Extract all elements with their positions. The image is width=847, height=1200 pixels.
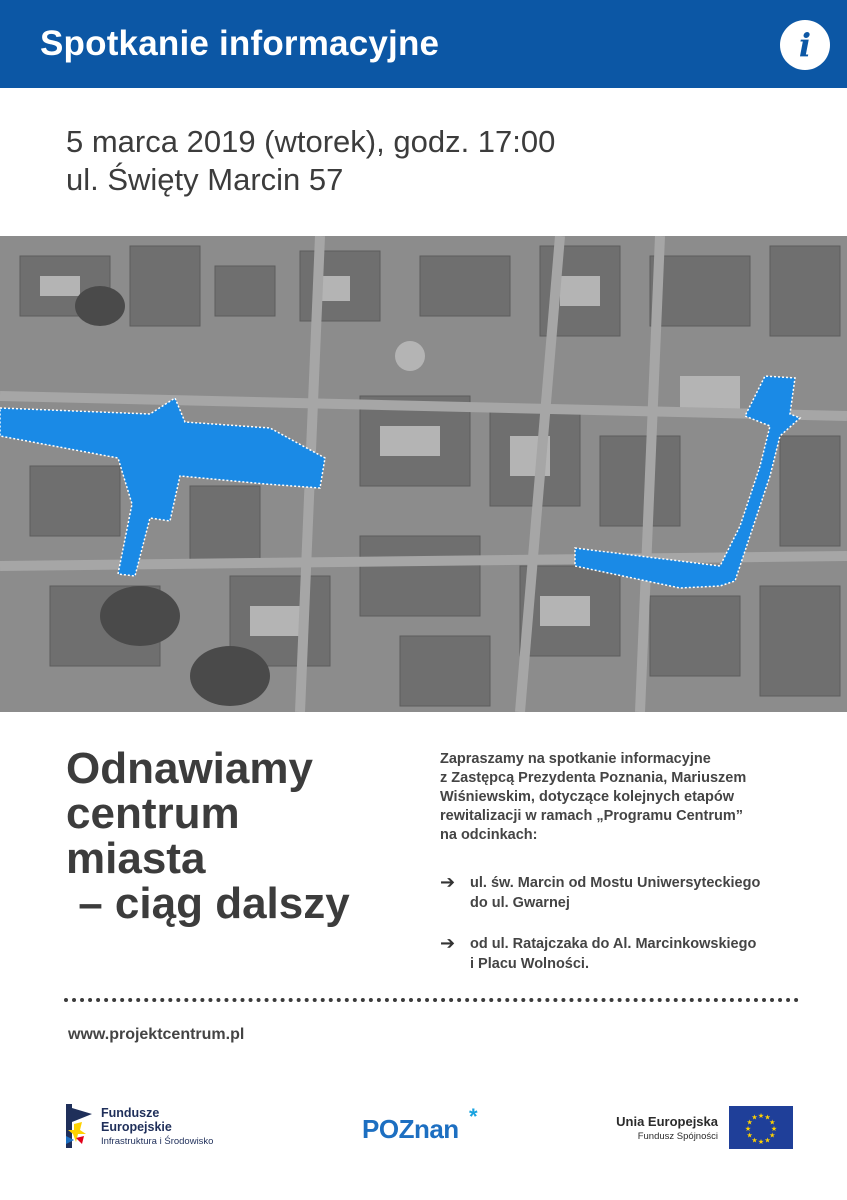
fe-logo-line2: Europejskie	[101, 1120, 172, 1134]
fe-star-icon	[64, 1100, 94, 1152]
poznan-star-icon: *	[469, 1104, 478, 1129]
eu-logo-line2: Fundusz Spójności	[637, 1131, 718, 1142]
invitation-text	[440, 750, 800, 845]
eu-star-icon: ★	[769, 1132, 776, 1140]
eu-star-icon: ★	[757, 1113, 765, 1120]
eu-star-icon: ★	[746, 1132, 753, 1140]
eu-star-icon: ★	[769, 1119, 776, 1127]
invitation-line: Zapraszamy na spotkanie informacyjne	[440, 751, 711, 767]
event-address: ul. Święty Marcin 57	[66, 162, 344, 197]
fe-logo-line3: Infrastruktura i Środowisko	[101, 1136, 214, 1147]
eu-star-icon: ★	[751, 1114, 758, 1122]
headline-line: – ciąg dalszy	[66, 879, 350, 928]
dotted-divider	[64, 998, 799, 1002]
invitation-line: na odcinkach:	[440, 827, 538, 843]
eu-star-icon: ★	[751, 1137, 758, 1145]
invitation-line: z Zastępcą Prezydenta Poznania, Mariuszem	[440, 770, 747, 786]
arrow-right-icon: ➔	[440, 872, 456, 892]
section-line: do ul. Gwarnej	[470, 895, 570, 911]
section-line: od ul. Ratajczaka do Al. Marcinkowskiego	[470, 936, 757, 952]
headline-line: centrum	[66, 789, 240, 838]
invitation-line: Wiśniewskim, dotyczące kolejnych etapów	[440, 789, 734, 805]
eu-star-icon: ★	[764, 1137, 771, 1145]
arrow-right-icon: ➔	[440, 933, 456, 953]
eu-star-icon: ★	[764, 1114, 771, 1122]
section-line: i Placu Wolności.	[470, 956, 589, 972]
headline-line: Odnawiamy	[66, 744, 313, 793]
poznan-logo: POZnan	[362, 1114, 459, 1144]
eu-flag-icon	[729, 1106, 793, 1149]
eu-star-icon: ★	[770, 1126, 778, 1133]
website-link[interactable]: www.projektcentrum.pl	[68, 1026, 245, 1043]
aerial-map	[0, 236, 847, 712]
header-title: Spotkanie informacyjne	[40, 24, 440, 63]
event-date-time: 5 marca 2019 (wtorek), godz. 17:00	[66, 124, 556, 159]
headline-line: miasta	[66, 834, 206, 883]
headline	[66, 746, 416, 926]
eu-star-icon: ★	[744, 1126, 752, 1133]
info-icon: i	[780, 20, 830, 70]
invitation-line: rewitalizacji w ramach „Programu Centrum”	[440, 808, 743, 824]
eu-star-icon: ★	[746, 1119, 753, 1127]
eu-star-icon: ★	[757, 1139, 765, 1146]
header-bar	[0, 0, 847, 88]
fundusze-europejskie-logo	[64, 1100, 264, 1152]
section-line: ul. św. Marcin od Mostu Uniwersyteckiego	[470, 875, 761, 891]
fe-logo-line1: Fundusze	[101, 1106, 160, 1120]
eu-logo-line1: Unia Europejska	[616, 1114, 718, 1129]
